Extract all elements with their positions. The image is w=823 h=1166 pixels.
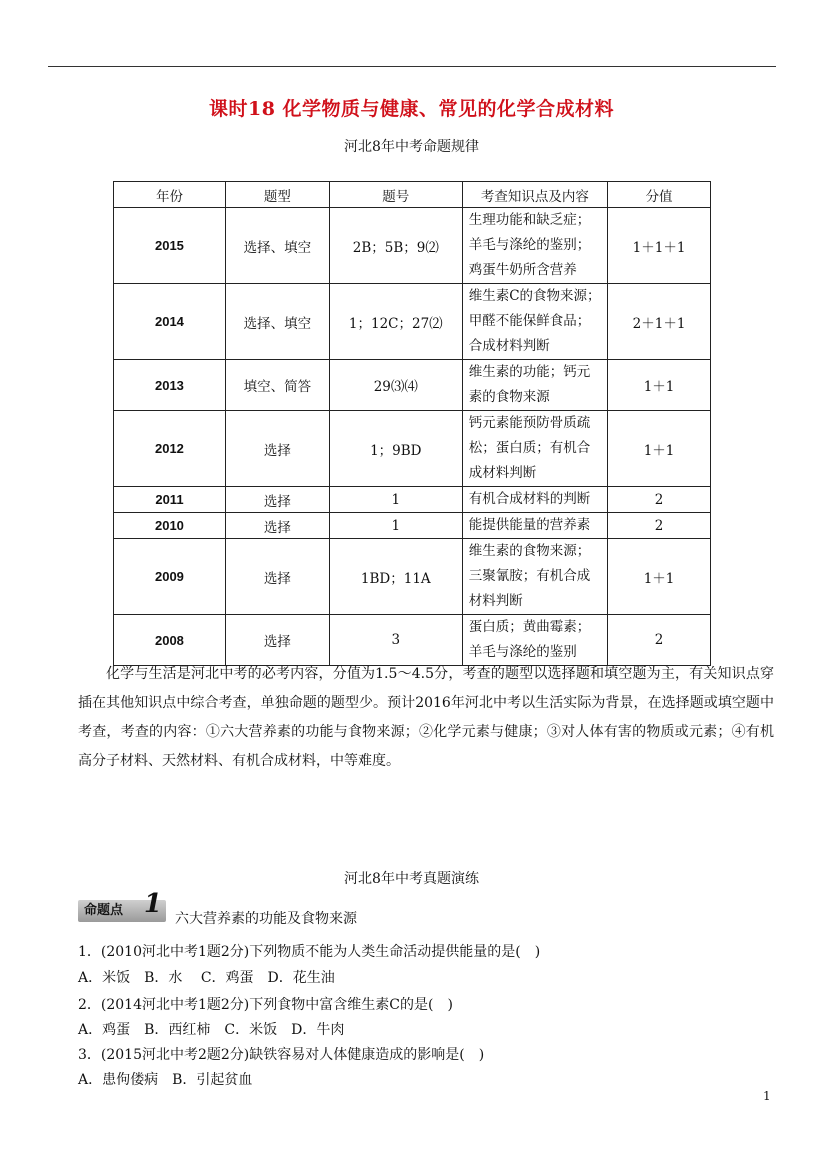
row-score: 2 [608,487,711,513]
row-content: 生理功能和缺乏症；羊毛与涤纶的鉴别；鸡蛋牛奶所含营养 [462,208,607,284]
row-type: 选择 [225,615,329,666]
page-title: 课时18 化学物质与健康、常见的化学合成材料 [208,98,615,120]
row-year: 2013 [114,360,226,411]
row-number: 1 [329,513,462,539]
question-2-options: A．鸡蛋 B．西红柿 C．米饭 D．牛肉 [78,1022,345,1038]
row-score: 1＋1 [608,539,711,615]
row-content: 能提供能量的营养素 [462,513,607,539]
row-content: 维生素的食物来源；三聚氰胺；有机合成材料判断 [462,539,607,615]
rules-heading: 河北8年中考命题规律 [344,139,479,155]
row-type: 选择 [225,411,329,487]
table-row [114,615,711,666]
question-1-options: A．米饭 B．水 C．鸡蛋 D．花生油 [78,970,335,986]
practice-heading: 河北8年中考真题演练 [344,871,479,887]
row-number: 3 [329,615,462,666]
row-number: 1BD；11A [329,539,462,615]
header-type: 题型 [225,182,329,208]
table-row [114,208,711,284]
table-row [114,487,711,513]
row-type: 选择 [225,513,329,539]
row-type: 选择、填空 [225,284,329,360]
row-score: 1＋1＋1 [608,208,711,284]
row-year: 2010 [114,513,226,539]
row-content: 维生素C的食物来源；甲醛不能保鲜食品；合成材料判断 [462,284,607,360]
row-year: 2009 [114,539,226,615]
row-year: 2012 [114,411,226,487]
row-type: 填空、简答 [225,360,329,411]
row-content: 蛋白质；黄曲霉素；羊毛与涤纶的鉴别 [462,615,607,666]
row-type: 选择、填空 [225,208,329,284]
header-number: 题号 [329,182,462,208]
analysis-paragraph: 化学与生活是河北中考的必考内容，分值为1.5～4.5分，考查的题型以选择题和填空题为主，有关知识点穿插在其他知识点中综合考查，单独命题的题型少。预计2016年河北中考以生活实际为背景，在选择题或填空题中考查，考查的内容：①六大营养素的功能与食物来源；②化学元素与健康；③对人体有害的物质或元素；④有机高分子材料、天然材料、有机合成材料，中等难度。 [78,666,774,769]
row-score: 2 [608,615,711,666]
table-row [114,411,711,487]
page-number: 1 [763,1089,771,1103]
topic-badge [78,889,166,922]
row-content: 维生素的功能；钙元素的食物来源 [462,360,607,411]
row-year: 2008 [114,615,226,666]
row-year: 2014 [114,284,226,360]
table-row [114,539,711,615]
header-year: 年份 [114,182,226,208]
row-content: 有机合成材料的判断 [462,487,607,513]
badge-number: 1 [143,889,162,919]
row-score: 1＋1 [608,360,711,411]
question-1-stem: 1．(2010河北中考1题2分)下列物质不能为人类生命活动提供能量的是( ) [78,944,541,960]
row-type: 选择 [225,487,329,513]
row-number: 2B；5B；9⑵ [329,208,462,284]
question-3-stem: 3．(2015河北中考2题2分)缺铁容易对人体健康造成的影响是( ) [78,1047,485,1063]
header-content: 考查知识点及内容 [462,182,607,208]
table-row [114,513,711,539]
row-score: 2＋1＋1 [608,284,711,360]
row-content: 钙元素能预防骨质疏松；蛋白质；有机合成材料判断 [462,411,607,487]
table-header-row [114,182,711,208]
row-number: 1；12C；27⑵ [329,284,462,360]
row-year: 2015 [114,208,226,284]
question-3-options: A．患佝偻病 B．引起贫血 [78,1072,253,1088]
question-2-stem: 2．(2014河北中考1题2分)下列食物中富含维生素C的是( ) [78,997,453,1013]
row-year: 2011 [114,487,226,513]
row-number: 1；9BD [329,411,462,487]
table-row [114,284,711,360]
row-type: 选择 [225,539,329,615]
topic-label: 六大营养素的功能及食物来源 [175,911,357,927]
row-number: 1 [329,487,462,513]
row-score: 2 [608,513,711,539]
exam-rules-table [113,181,711,666]
table-row [114,360,711,411]
header-rule [48,66,776,67]
header-score: 分值 [608,182,711,208]
row-score: 1＋1 [608,411,711,487]
row-number: 29⑶⑷ [329,360,462,411]
badge-text: 命题点 [84,903,124,918]
